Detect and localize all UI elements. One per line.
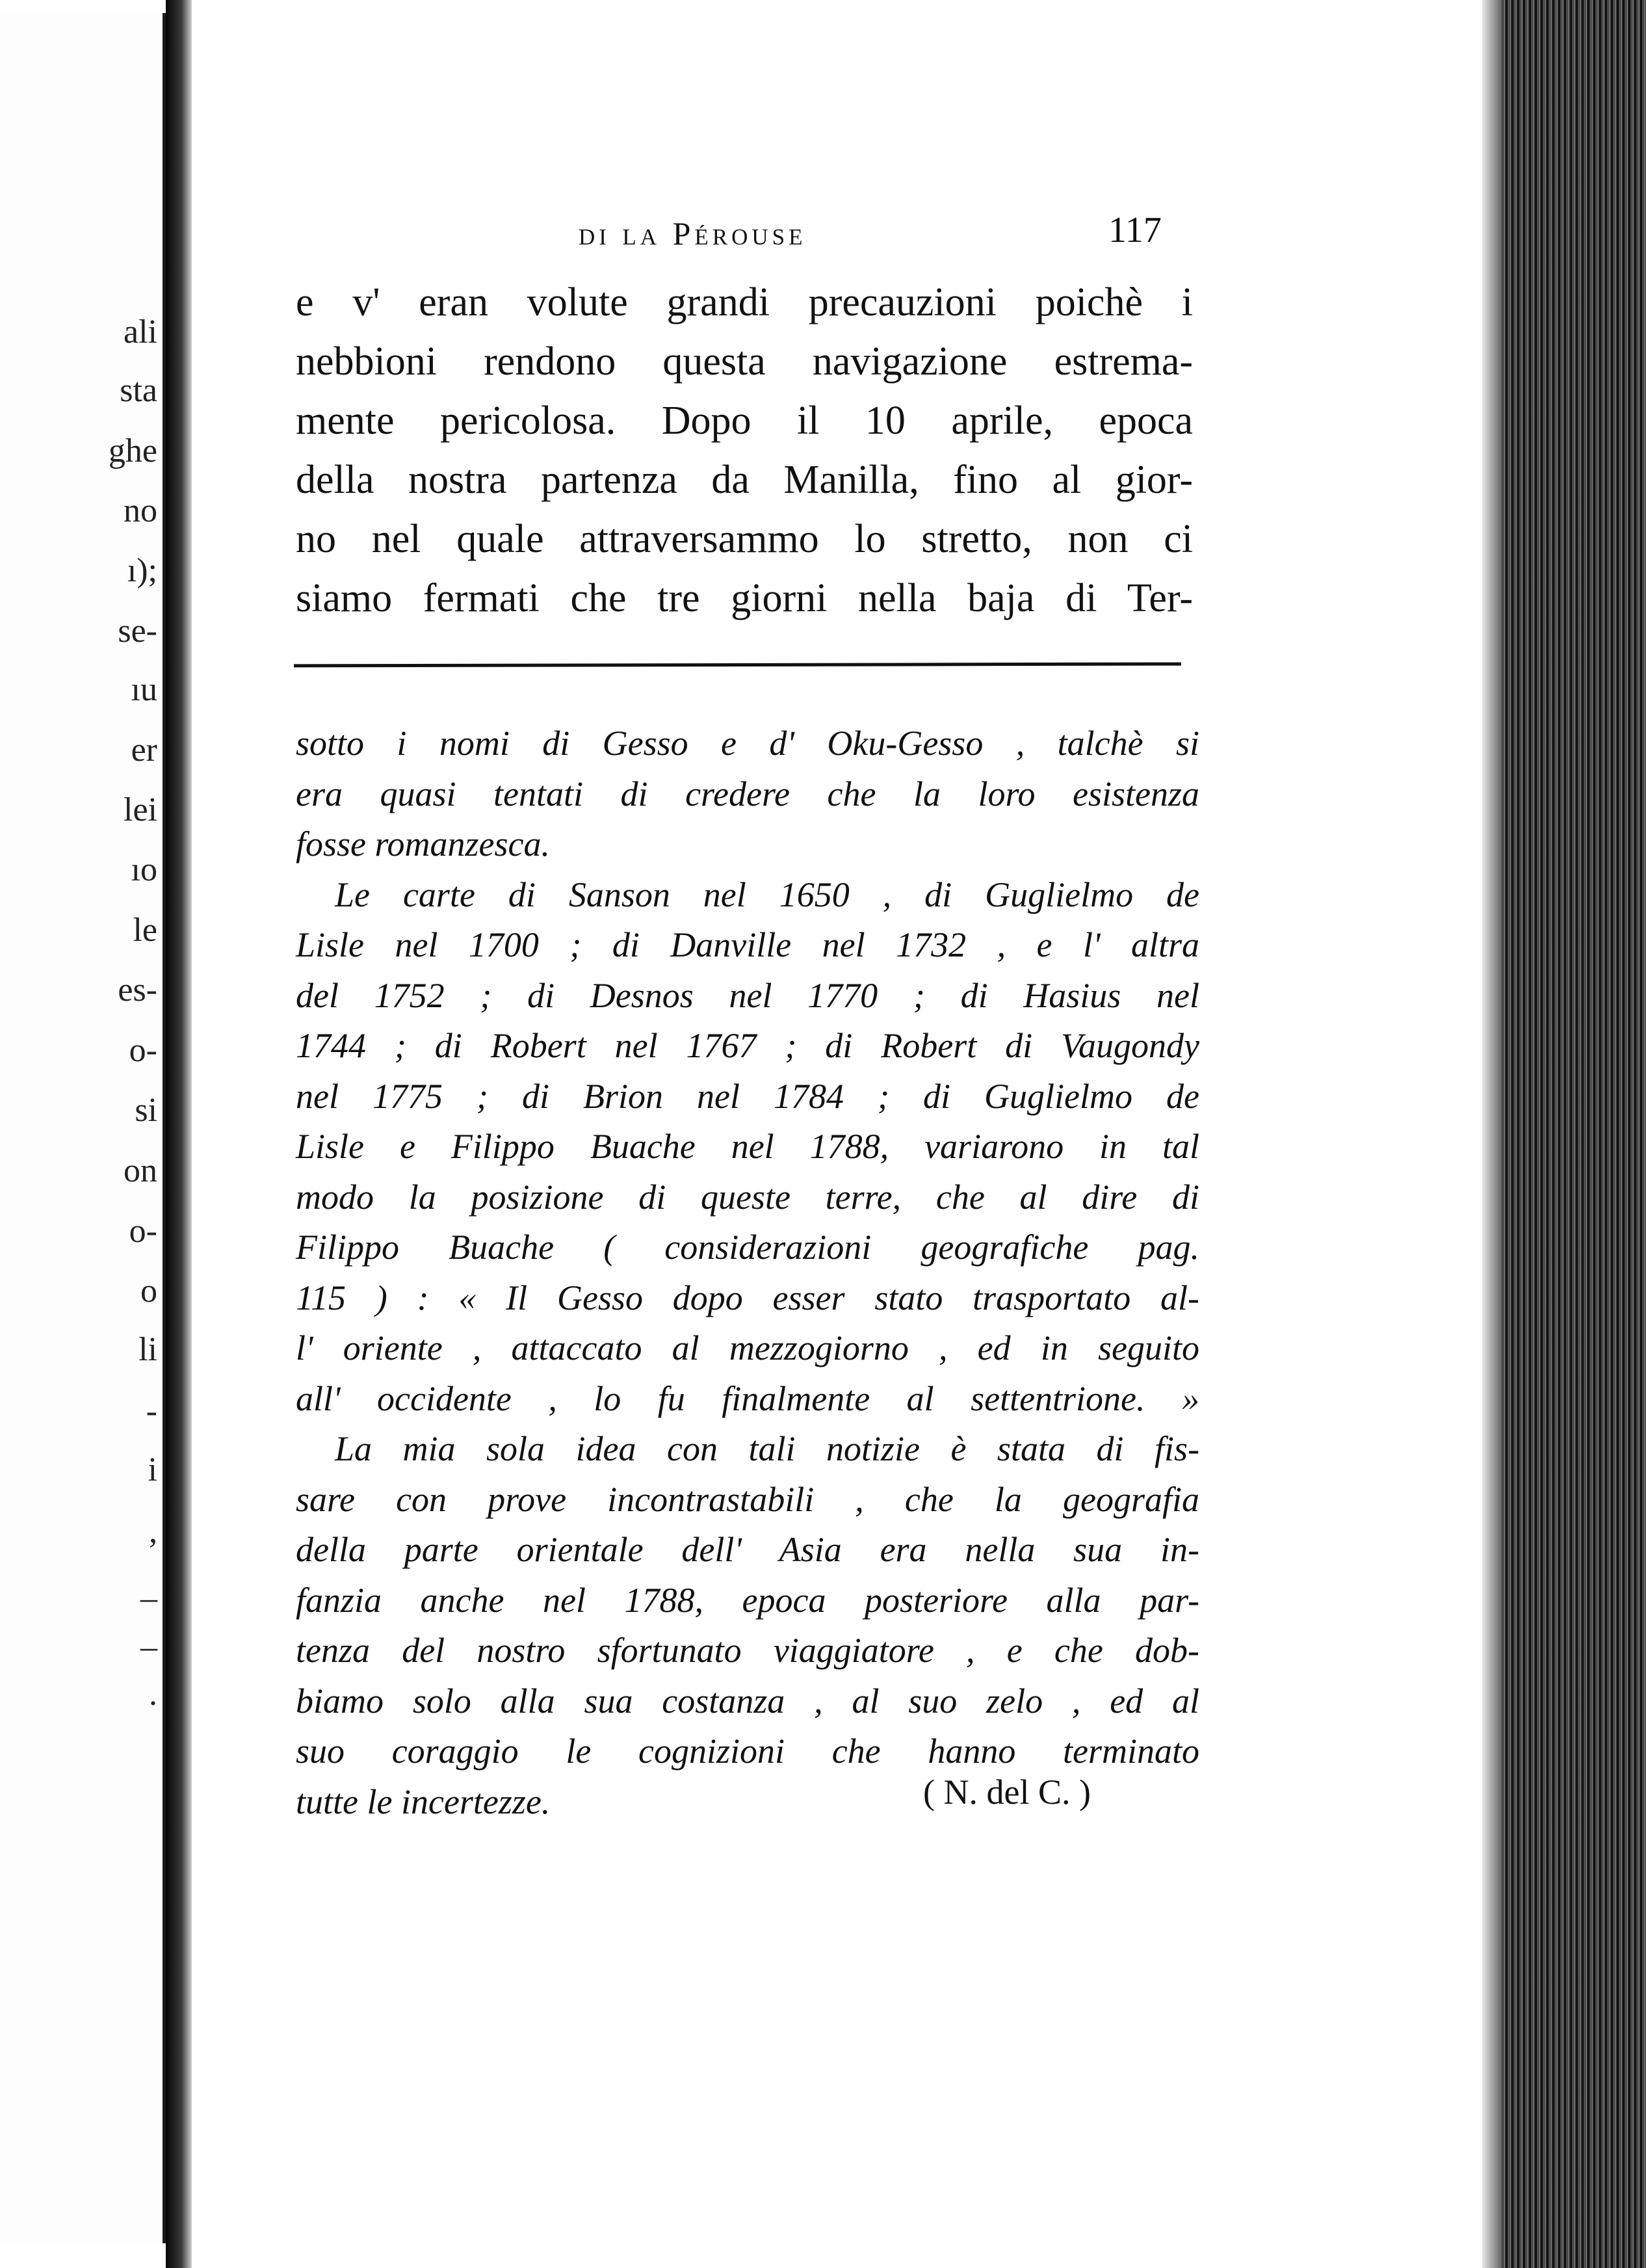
footnote-line: sare con prove incontrastabili , che la geografia bbox=[296, 1479, 1199, 1519]
left-page-fragment: ghe bbox=[108, 432, 157, 469]
left-page-fragment: er bbox=[131, 732, 157, 769]
text-line: nebbioni rendono questa navigazione estrema- bbox=[296, 339, 1193, 384]
text-line: siamo fermati che tre giorni nella baja di Ter- bbox=[296, 576, 1193, 620]
footnote-line: suo coraggio le cognizioni che hanno terminato bbox=[296, 1732, 1199, 1771]
text-line: della nostra partenza da Manilla, fino al gior- bbox=[296, 458, 1193, 502]
left-page-fragment: . bbox=[149, 1676, 157, 1713]
left-page-fragment: li bbox=[138, 1331, 157, 1368]
page-number: 117 bbox=[1108, 210, 1162, 250]
footnote-line: Le carte di Sanson nel 1650 , di Guglielmo de bbox=[335, 875, 1199, 914]
left-page-fragment: , bbox=[149, 1513, 157, 1550]
left-page-fragment: no bbox=[124, 492, 157, 529]
left-page-fragment: - bbox=[146, 1393, 157, 1430]
footnote-block bbox=[296, 719, 1199, 1827]
footnote-line: tenza del nostro sfortunato viaggiatore , e che dob- bbox=[296, 1631, 1199, 1670]
running-title: di la Pérouse bbox=[579, 215, 807, 252]
footnote-line: nel 1775 ; di Brion nel 1784 ; di Guglielmo de bbox=[296, 1076, 1199, 1116]
text-line: e v' eran volute grandi precauzioni poichè i bbox=[296, 280, 1193, 324]
left-page-fragment: ıo bbox=[131, 851, 157, 888]
left-page-fragment: i bbox=[148, 1451, 157, 1488]
left-page-fragment: lei bbox=[124, 791, 157, 828]
footnote-line: Lisle e Filippo Buache nel 1788, variarono in tal bbox=[296, 1127, 1199, 1166]
footnote-line: tutte le incertezze. bbox=[296, 1782, 551, 1821]
text-line: mente pericolosa. Dopo il 10 aprile, epoca bbox=[296, 399, 1193, 443]
left-page-fragment: ı); bbox=[127, 552, 157, 589]
footnote-line: all' occidente , lo fu finalmente al settentrione. » bbox=[296, 1378, 1199, 1418]
left-page-fragment: se- bbox=[118, 613, 157, 650]
left-page-fragment: on bbox=[124, 1152, 157, 1189]
left-page-fragment: _ bbox=[140, 1617, 157, 1654]
book-gutter bbox=[166, 0, 192, 2268]
footnote-line: della parte orientale dell' Asia era nella sua in- bbox=[296, 1530, 1199, 1569]
footnote-line: era quasi tentati di credere che la loro esistenza bbox=[296, 774, 1199, 813]
footnote-line: fosse romanzesca. bbox=[296, 824, 550, 864]
footnote-line: biamo solo alla sua costanza , al suo zelo , ed al bbox=[296, 1681, 1199, 1721]
left-page-fragment: le bbox=[133, 912, 157, 949]
footnote-line: l' oriente , attaccato al mezzogiorno , ed in seguito bbox=[296, 1328, 1199, 1367]
footnote-line: fanzia anche nel 1788, epoca posteriore alla par- bbox=[296, 1580, 1199, 1620]
left-page-fragment: es- bbox=[118, 971, 157, 1009]
footnote-line: modo la posizione di queste terre, che al dire di bbox=[296, 1177, 1199, 1217]
footnote-line: 115 ) : « Il Gesso dopo esser stato trasportato al- bbox=[296, 1278, 1199, 1317]
text-line: no nel quale attraversammo lo stretto, non ci bbox=[296, 517, 1193, 561]
left-page-fragment: o- bbox=[129, 1032, 157, 1069]
page-fore-edge bbox=[1482, 0, 1646, 2268]
left-page-fragment: o bbox=[140, 1272, 157, 1310]
footnote-line: 1744 ; di Robert nel 1767 ; di Robert di Vaugondy bbox=[296, 1026, 1199, 1065]
footnote-line: sotto i nomi di Gesso e d' Oku-Gesso , talchè si bbox=[296, 724, 1199, 763]
footnote-line: La mia sola idea con tali notizie è stata di fis- bbox=[335, 1429, 1199, 1468]
left-facing-page bbox=[0, 13, 169, 2243]
left-page-fragment: si bbox=[135, 1092, 157, 1129]
main-text-block bbox=[296, 273, 1193, 628]
footnote-line: Filippo Buache ( considerazioni geografiche pag. bbox=[296, 1228, 1199, 1267]
left-page-fragment: sta bbox=[120, 372, 157, 409]
footnote-line: Lisle nel 1700 ; di Danville nel 1732 , e l' altra bbox=[296, 925, 1199, 964]
footnote-line: del 1752 ; di Desnos nel 1770 ; di Hasius nel bbox=[296, 975, 1199, 1015]
left-page-fragment: _ bbox=[140, 1568, 157, 1605]
left-page-fragment: ali bbox=[124, 313, 157, 350]
editor-signature: ( N. del C. ) bbox=[923, 1773, 1091, 1812]
left-page-fragment: o- bbox=[129, 1213, 157, 1250]
left-page-fragment: ıu bbox=[131, 671, 157, 708]
